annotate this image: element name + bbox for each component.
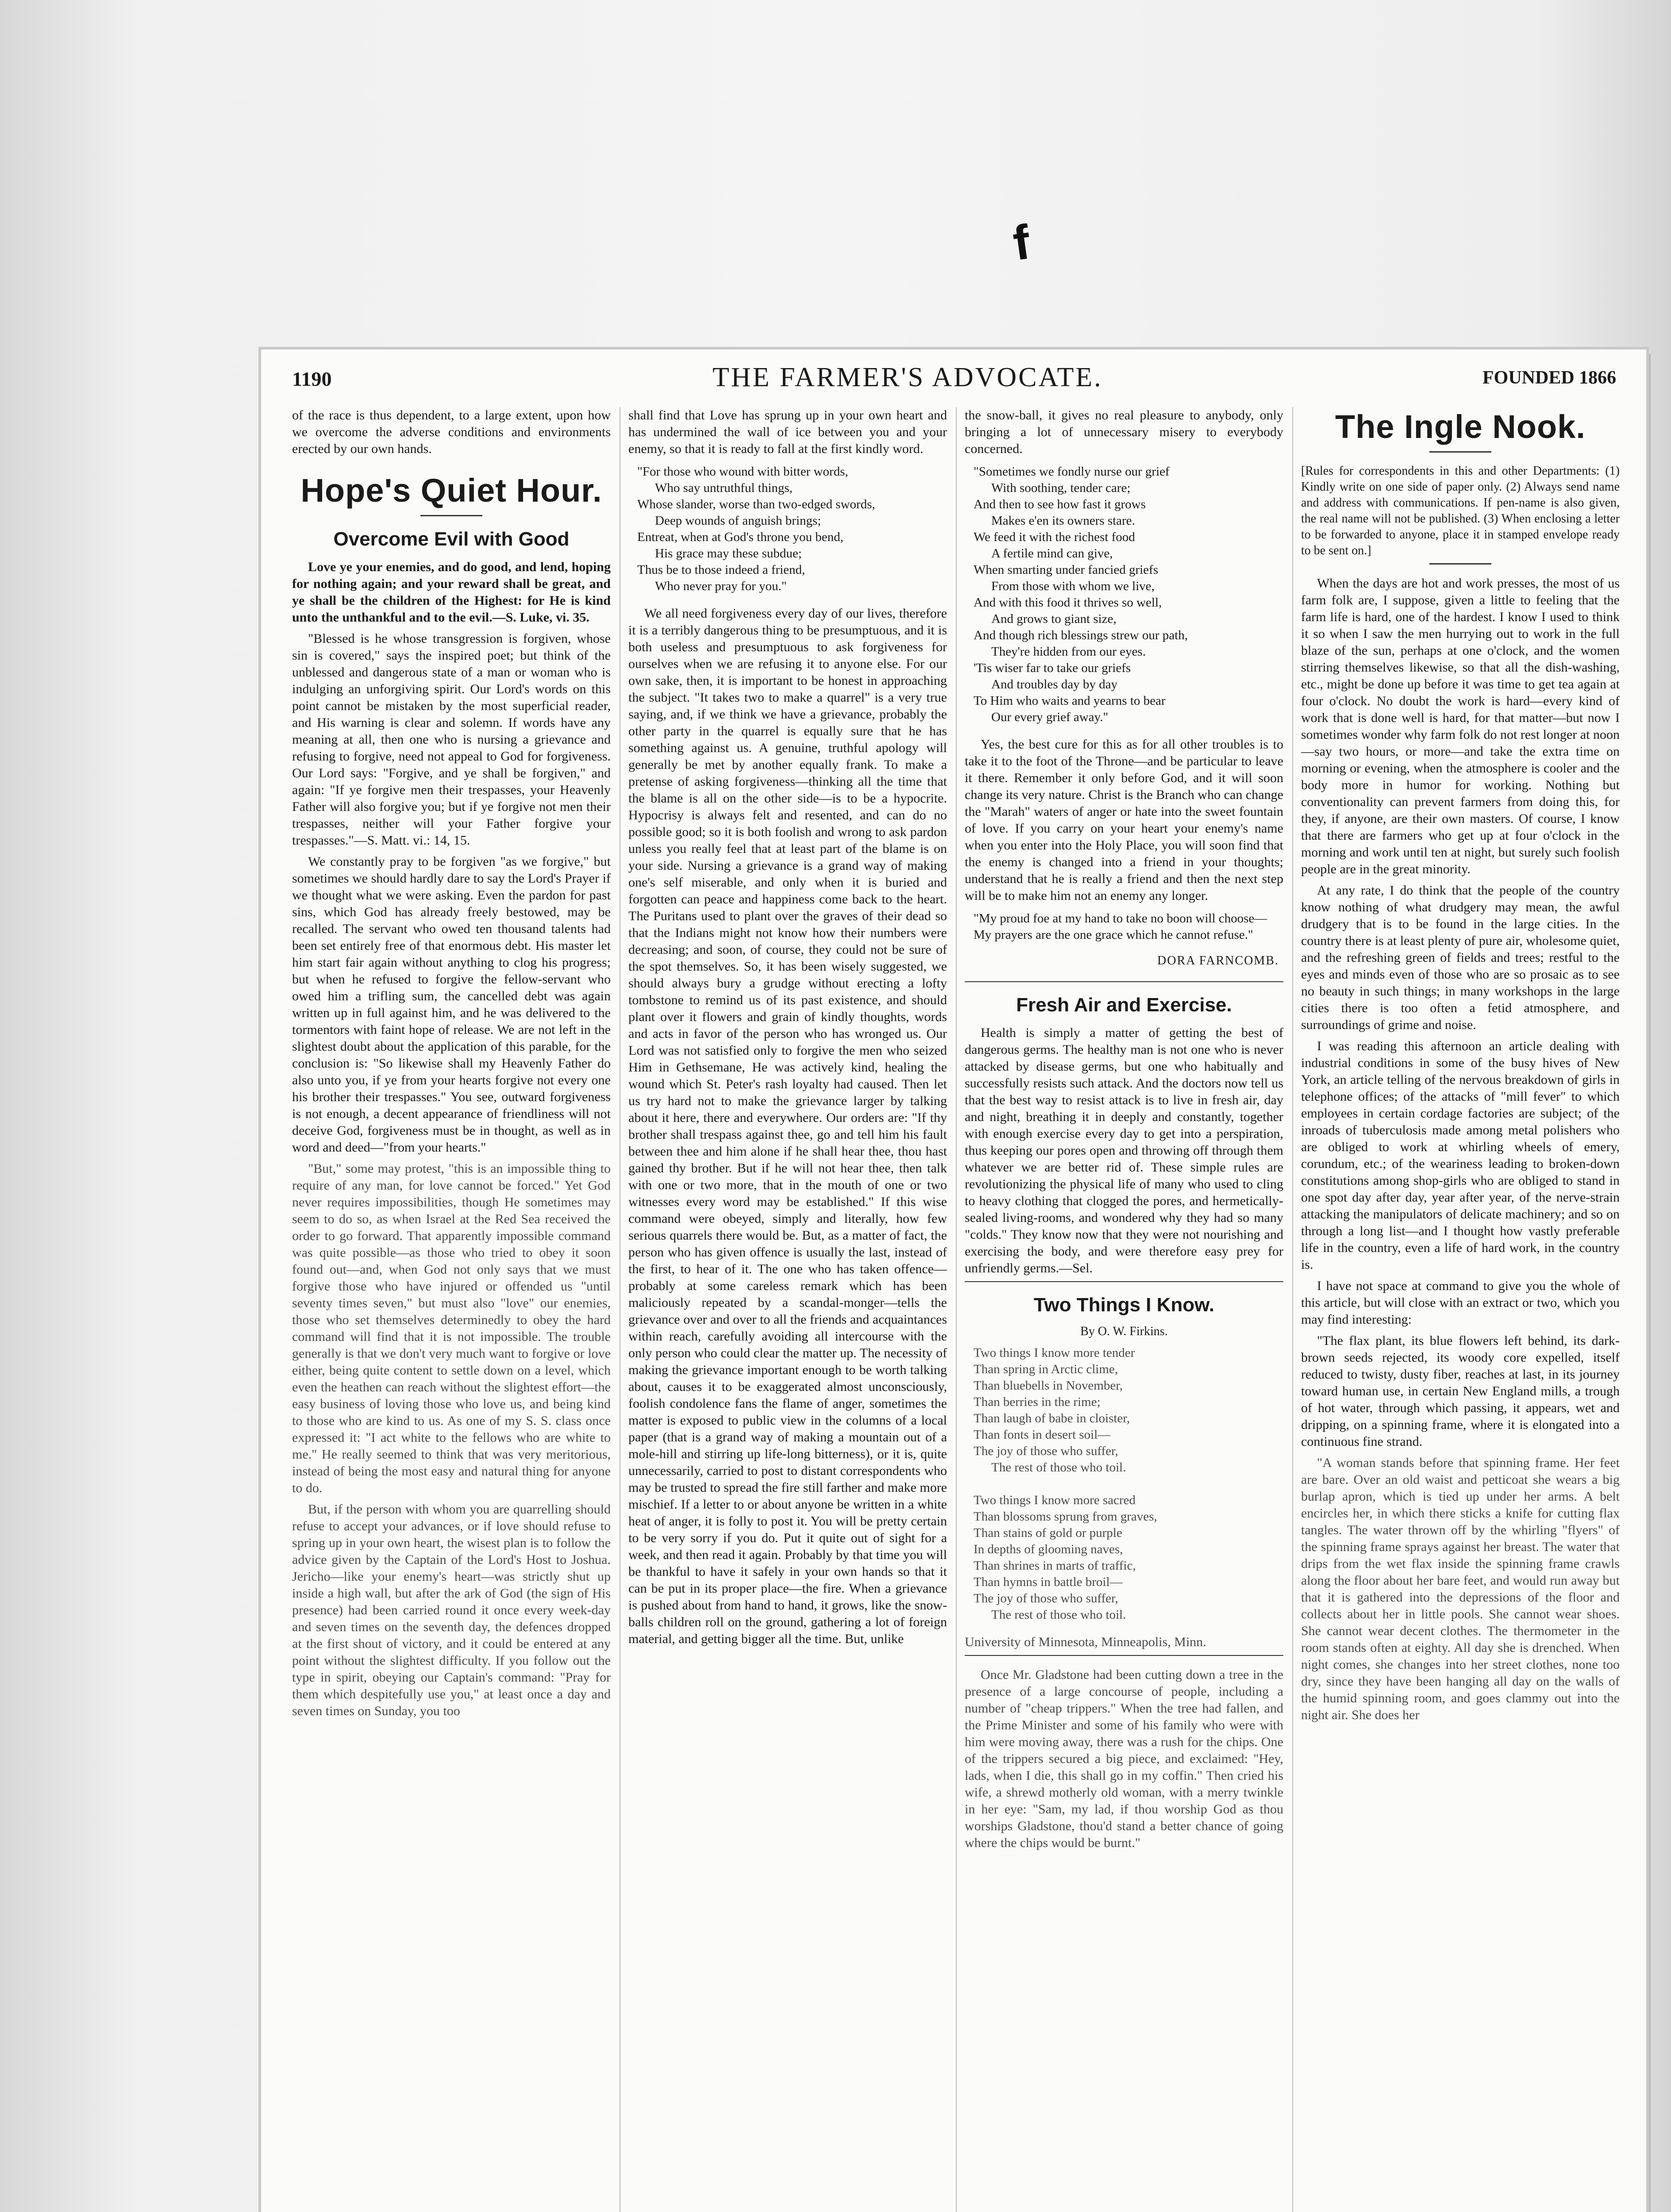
- body-paragraph: We constantly pray to be forgiven "as we forgive," but sometimes we should hardly dare to say the Lord's Prayer if we thought what we were asking. Even the pardon for past sins, which God has already freely bestowed, may be recalled. The servant who owed ten thousand talents had been set entirely free of that enormous debt. His master let him start fair again without anything to clog his progress; but when he refused to forgive the fellow-servant who owed him a trifling sum, the cancelled debt was again written up in full against him, and he was delivered to the tormentors with faint hope of release. We are not left in the slightest doubt about the application of this parable, for the conclusion is: "So likewise shall my Heavenly Father do also unto you, if ye from your hearts forgive not every one his brother their trespasses." You see, outward forgiveness is not enough, a decent appearance of friendliness will not deceive God, forgiveness must be in thought, as well as in word and deed—"from your hearts.": [292, 854, 611, 1155]
- column-4: [1301, 407, 1620, 2212]
- column-1: [292, 407, 611, 2212]
- poem-line: When smarting under fancied griefs: [974, 563, 1159, 577]
- poem-line: The joy of those who suffer,: [974, 1591, 1118, 1605]
- body-paragraph: Health is simply a matter of getting the best of dangerous germs. The healthy man is not one who is never attacked by disease germs, but one who habitually and successfully resists such attack. And the doctors now tell us that the best way to resist attack is to live in fresh air, day and night, breathing it in deeply and constantly, together with enough exercise every day to get into a perspiration, thus keeping our pores open and throwing off through them whatever we are better rid of. These simple rules are revolutionizing the physical life of many who used to cling to heavy clothing that clogged the pores, and hermetically-sealed living-rooms, and wondered why they had so many "colds." They know now that they were not nourishing and exercising the body, and were therefore easy prey for unfriendly germs.—Sel.: [965, 1025, 1283, 1275]
- body-paragraph: "But," some may protest, "this is an impossible thing to require of any man, for love cannot be forced." Yet God never requires impossibilities, though He sometimes may seem to do so, as when Israel at the Red Sea received the order to go forward. That apparently impossible command was quite possible—as those who tried to obey it soon found out—and, when God not only says that we must forgive those who have injured or offended us "until seventy times seven," but must also "love" our enemies, those who set themselves determinedly to obey the hard command will find that it is not impossible. The trouble generally is that we don't very much want to forgive or love either, being quite content to settle down on a level, which even the heathen can reach without the slightest effort—the easy business of loving those who love us, and being kind to those who are kind to us. As one of my S. S. class once expressed it: "I act white to the fellows who are white to me." He really seemed to think that was very meritorious, instead of being the most easy and natural thing for anyone to do.: [292, 1161, 611, 1495]
- body-paragraph: At any rate, I do think that the people of the country know nothing of what drudgery may mean, the awful drudgery that is to be found in the large cities. In the country there is at least plenty of pure air, wholesome quiet, and the refreshing green of fields and trees; restful to the eyes and minds even of those who are so prosaic as to see no beauty in such things; in many workshops in the large cities there is too often a fetid atmosphere, and surroundings of grime and noise.: [1301, 883, 1620, 1032]
- body-paragraph: "Blessed is he whose transgression is forgiven, whose sin is covered," says the inspired poet; but think of the unblessed and dangerous state of a man or woman who is indulging an unforgiving spirit. Our Lord's words on this point cannot be mistaken by the most superficial reader, and His warning is clear and solemn. If words have any meaning at all, then one who is nursing a grievance and refusing to forgive, need not appeal to God for forgiveness. Our Lord says: "Forgive, and ye shall be forgiven," and again: "If ye forgive men their trespasses, your Heavenly Father will also forgive you; but if ye forgive not men their trespasses, neither will your Father forgive your trespasses."—S. Matt. vi.: 14, 15.: [292, 631, 611, 848]
- body-paragraph: Once Mr. Gladstone had been cutting down a tree in the presence of a large concourse of people, including a number of "cheap trippers." When the tree had fallen, and the Prime Minister and some of his family who were with him were moving away, there was a rush for the chips. One of the trippers secured a big piece, and exclaimed: "Hey, lads, when I die, this shall go in my coffin." Then cried his wife, a shrewd motherly old woman, with a merry twinkle in her eye: "Sam, my lad, if thou worship God as thou worships Gladstone, thou'd stand a better chance of going where the chips would be burnt.": [965, 1667, 1283, 1850]
- page-number: 1190: [292, 368, 332, 390]
- poem-line: The joy of those who suffer,: [974, 1444, 1118, 1458]
- stray-mark-f: f: [1009, 215, 1034, 271]
- poem-line: Whose slander, worse than two-edged swords,: [637, 497, 875, 511]
- poem-line: Makes e'en its owners stare.: [991, 514, 1135, 528]
- poem-line: And with this food it thrives so well,: [974, 595, 1162, 610]
- body-paragraph: We all need forgiveness every day of our lives, therefore it is a terribly dangerous thing to be presumptuous, and it is both useless and presumptuous to ask forgiveness for ourselves when we are refusing it to anyone else. For our own sake, then, it is important to be honest in approaching the subject. "It takes two to make a quarrel" is a very true saying, and, if we think we have a grievance, probably the other party in the quarrel is equally sure that he has something against us. A genuine, truthful apology will generally be met by another equally frank. To make a pretense of asking forgiveness—thinking all the time that the blame is all on the other side—is to be a hypocrite. Hypocrisy is always felt and resented, and can do no possible good; so it is both foolish and wrong to ask pardon unless you really feel that at least part of the blame is on your side. Nursing a grievance is a grand way of making one's self miserable, and only when it is buried and forgotten can peace and happiness come back to the heart. The Puritans used to plant over the graves of their dead so that the Indians might not know how their numbers were decreasing; and soon, of course, they could not be sure of the spot themselves. So, it has been wisely suggested, we should always bury a grudge without erecting a lofty tombstone to remind us of its past existence, and should plant over it flowers and grain of kindly thoughts, words and acts in favor of the person who has wronged us. Our Lord was not satisfied only to forgive the men who seized Him in Gethsemane, He was actively kind, healing the wound which St. Peter's rash loyalty had caused. Then let us try hard not to make the grievance larger by talking about it here, there and everywhere. Our orders are: "If thy brother shall trespass against thee, go and tell him his fault between thee and him alone if he shall hear thee, thou hast gained thy brother. But if he will not hear thee, then talk with one or two more, that in the mouth of one or two witnesses every word may be established." If this wise command were obeyed, simply and literally, how few serious quarrels there would be. But, as a matter of fact, the person who has given offence is usually the last, instead of the first, to hear of it. The one who has taken offence—probably at some careless remark which has been maliciously repeated by a scandal-monger—tells the grievance over and over to all the friends and acquaintances within reach, carefully avoiding all intercourse with the only person who could clear the matter up. The necessity of making the grievance important enough to be worth talking about, causes it to be exaggerated almost unconsciously, foolish condolence fans the flame of anger, sometimes the matter is exposed to public view in the columns of a local paper (that is a grand way of making a mountain out of a mole-hill and stirring up life-long bitterness), or it is, quite unnecessarily, carried to post to distant correspondents who may be trusted to spread the fire still farther and make more mischief. If a letter to or about anyone be written in a white heat of anger, it is folly to post it. You will be pretty certain to be very sorry if you do. Put it quite out of sight for a week, and then read it again. Probably by that time you will be thankful to have it safely in your own hands so that it can be put in its proper place—the fire. When a grievance is pushed about from hand to hand, it grows, like the snow-balls children roll on the ground, gathering a lot of foreign material, and getting bigger all the time. But, unlike: [628, 606, 947, 1646]
- publication-title: THE FARMER'S ADVOCATE.: [712, 362, 1103, 392]
- newspaper-page: [261, 349, 1646, 2212]
- quoted-paragraph: "The flax plant, its blue flowers left behind, its dark-brown seeds rejected, its woody core expelled, itself reduced to twisty, dusty fiber, reaches at last, in its journey toward human use, in certain New England mills, a trough of hot water, through which passing, it appears, wet and dripping, on a spinning frame, where it is elongated into a continuous fine strand.: [1301, 1333, 1620, 1449]
- body-paragraph: But, if the person with whom you are quarrelling should refuse to accept your advances, or if love should refuse to spring up in your own heart, the wisest plan is to follow the advice given by the Captain of the Lord's Host to Joshua. Jericho—like your enemy's heart—was strictly shut up inside a high wall, but after the ark of God (the sign of His presence) had been carried round it once every week-day and seven times on the seventh day, the defences dropped at the first shout of victory, and it could be entered at any point without the slightest difficulty. If you follow out the type in spirit, obeying our Captain's command: "Pray for them which despitefully use you," at least once a day and seven times on Sunday, you too: [292, 1502, 611, 1718]
- poem-line: His grace may these subdue;: [655, 546, 802, 561]
- article-title: Overcome Evil with Good: [333, 528, 570, 550]
- poem-line: Who never pray for you.": [655, 579, 787, 593]
- poem-line: And though rich blessings strew our path,: [974, 628, 1188, 642]
- section-title-ingle-nook: The Ingle Nook.: [1335, 408, 1586, 445]
- intro-paragraph: of the race is thus dependent, to a large extent, upon how we overcome the adverse conditions and environments erected by our own hands.: [292, 408, 611, 456]
- poem-line: Our every grief away.": [991, 710, 1109, 724]
- column-3: [965, 407, 1283, 2212]
- section-divider: [1429, 563, 1491, 565]
- poem-line: And grows to giant size,: [991, 612, 1117, 626]
- section-divider: [965, 981, 1283, 982]
- poem-byline: By O. W. Firkins.: [1080, 1325, 1168, 1338]
- body-paragraph: Yes, the best cure for this as for all other troubles is to take it to the foot of the Throne—and be particular to leave it there. Remember it only before God, and it will soon change its very nature. Christ is the Branch who can change the "Marah" waters of anger or hate into the sweet fountain of love. If you carry on your heart your enemy's name when you enter into the Holy Place, you will soon find that the enemy is changed into a friend in your thoughts; understand that he is really a friend and then the next step will be to make him not an enemy any longer.: [965, 737, 1283, 903]
- poem-line: Than laugh of babe in cloister,: [974, 1411, 1130, 1425]
- poem-line: Than hymns in battle broil—: [974, 1575, 1123, 1589]
- poem-line: They're hidden from our eyes.: [991, 645, 1146, 659]
- poem-forgiveness: [637, 464, 947, 595]
- poem-line: Than bluebells in November,: [974, 1379, 1123, 1393]
- quoted-paragraph: "A woman stands before that spinning frame. Her feet are bare. Over an old waist and petticoat she wears a big burlap apron, which is tied up under her arms. A belt encircles her, in which there sticks a knife for cutting flax tangles. The water thrown off by the whirling "flyers" of the spinning frame sprays against her breast. The water that drips from the wet flax inside the spinning frame crawls along the floor about her bare feet, and would run away but that it is gathered into the depressions of the floor and collects about her in little pools. She cannot wear shoes. She cannot wear decent clothes. The thermometer in the room stands often at eighty. All day she is drenched. When night comes, she changes into her street clothes, none too dry, since they have been hanging all day on the walls of the humid spinning room, and goes clammy out into the night air. She does her: [1301, 1455, 1620, 1722]
- poem-line: Than spring in Arctic clime,: [974, 1362, 1118, 1376]
- title-rule: [420, 515, 482, 516]
- poem-grief: [974, 464, 1283, 726]
- poem-line: "Sometimes we fondly nurse our grief: [974, 465, 1170, 479]
- poem-line: And then to see how fast it grows: [974, 497, 1146, 511]
- poem-source: University of Minnesota, Minneapolis, Minn.: [965, 1635, 1206, 1649]
- section-divider: [965, 1281, 1283, 1282]
- column-divider: [956, 407, 957, 2212]
- section-title-hopes-quiet-hour: Hope's Quiet Hour.: [300, 472, 602, 509]
- poem-line: Than shrines in marts of traffic,: [974, 1559, 1136, 1573]
- poem-line: Than fonts in desert soil—: [974, 1428, 1111, 1442]
- correspondent-rules: [Rules for correspondents in this and other Departments: (1) Kindly write on one side of paper only. (2) Always send name and address with communications. If pen-name is also given, the real name will not be published. (3) When enclosing a letter to be forwarded to anyone, place it in stamped envelope ready to be sent on.]: [1301, 464, 1620, 557]
- poem-line: And troubles day by day: [991, 677, 1118, 691]
- column-2: [628, 407, 947, 2212]
- founded-date: FOUNDED 1866: [1482, 368, 1617, 388]
- poem-line: Two things I know more tender: [974, 1346, 1135, 1360]
- poem-line: With soothing, tender care;: [991, 481, 1131, 495]
- column-divider: [1292, 407, 1293, 2212]
- page-header: [261, 349, 1646, 403]
- poem-line: To Him who waits and yearns to bear: [974, 694, 1166, 708]
- poem-line: Two things I know more sacred: [974, 1493, 1136, 1507]
- poem-line: Than berries in the rime;: [974, 1395, 1101, 1409]
- title-rule: [1429, 451, 1491, 453]
- poem-title-two-things: Two Things I Know.: [1033, 1294, 1215, 1316]
- poem-two-things: [974, 1345, 1283, 1623]
- poem-line: "My proud foe at my hand to take no boon will choose—: [974, 911, 1267, 926]
- author-signature: DORA FARNCOMB.: [1157, 954, 1279, 968]
- poem-line: Entreat, when at God's throne you bend,: [637, 530, 843, 544]
- poem-line: Than stains of gold or purple: [974, 1526, 1122, 1540]
- body-paragraph: I have not space at command to give you the whole of this article, but will close with an extract or two, which you may find interesting:: [1301, 1279, 1620, 1327]
- body-paragraph: When the days are hot and work presses, the most of us farm folk are, I suppose, given a little to feeling that the farm life is hard, one of the hardest. I know I used to think it so when I saw the men hurrying out to work in the full blaze of the sun, perhaps at one o'clock, and the women stirring themselves likewise, so that all the dish-washing, etc., might be done up before it was time to get tea again at four o'clock. No doubt the work is hard—every kind of work that is done well is hard, for that matter—but now I sometimes wonder why farm folk do not rest longer at noon—say two hours, or more—and take the extra time on morning or evening, when the atmosphere is cooler and the body more in humor for working. Nothing but conventionality can prevent farmers from doing this, for they, if anyone, are their own masters. Of course, I know that there are farmers who get up at four o'clock in the morning and work until ten at night, but surely such foolish people are in the great minority.: [1301, 576, 1620, 876]
- poem-line: A fertile mind can give,: [991, 546, 1113, 561]
- poem-line: Than blossoms sprung from graves,: [974, 1509, 1157, 1524]
- poem-line: "For those who wound with bitter words,: [637, 465, 848, 479]
- body-paragraph: I was reading this afternoon an article dealing with industrial conditions in some of the busy hives of New York, an article telling of the nervous breakdown of girls in telephone offices; of the attacks of "mill fever" to which employees in certain cordage factories are subject; of the inroads of tuberculosis made among metal polishers who are obliged to work at whirling wheels of emery, corundum, etc.; of the weariness leading to broken-down constitutions among shop-girls who are obliged to stand in one spot day after day, year after year, of the nerve-strain attacking the manipulators of delicate machinery; and so on through a long list—and I thought how vastly preferable life in the country, even a life of hard work, in the country is.: [1301, 1039, 1620, 1272]
- poem-proud-foe: [974, 910, 1283, 943]
- body-paragraph: the snow-ball, it gives no real pleasure to anybody, only bringing a lot of unnecessary misery to everybody concerned.: [965, 408, 1283, 456]
- section-divider: [965, 1655, 1283, 1656]
- poem-line: 'Tis wiser far to take our griefs: [974, 661, 1131, 675]
- poem-line: From those with whom we live,: [991, 579, 1155, 593]
- poem-line: We feed it with the richest food: [974, 530, 1135, 544]
- poem-stanza-break: [974, 1476, 1283, 1492]
- poem-line: The rest of those who toil.: [991, 1460, 1126, 1475]
- article-title-fresh-air: Fresh Air and Exercise.: [1016, 994, 1232, 1016]
- body-paragraph: shall find that Love has sprung up in your own heart and has undermined the wall of ice between you and your enemy, so that it is ready to fall at the first kindly word.: [628, 408, 947, 456]
- poem-line: Who say untruthful things,: [655, 481, 793, 495]
- poem-line: My prayers are the one grace which he cannot refuse.": [974, 928, 1253, 942]
- poem-line: Thus be to those indeed a friend,: [637, 563, 805, 577]
- poem-line: The rest of those who toil.: [991, 1608, 1126, 1622]
- poem-line: Deep wounds of anguish brings;: [655, 514, 821, 528]
- scripture-text: Love ye your enemies, and do good, and lend, hoping for nothing again; and your reward shall be great, and ye shall be the children of the Highest: for He is kind unto the unthankful and to the evil.—S. Luke, vi. 35.: [292, 560, 611, 625]
- poem-line: In depths of glooming naves,: [974, 1542, 1123, 1556]
